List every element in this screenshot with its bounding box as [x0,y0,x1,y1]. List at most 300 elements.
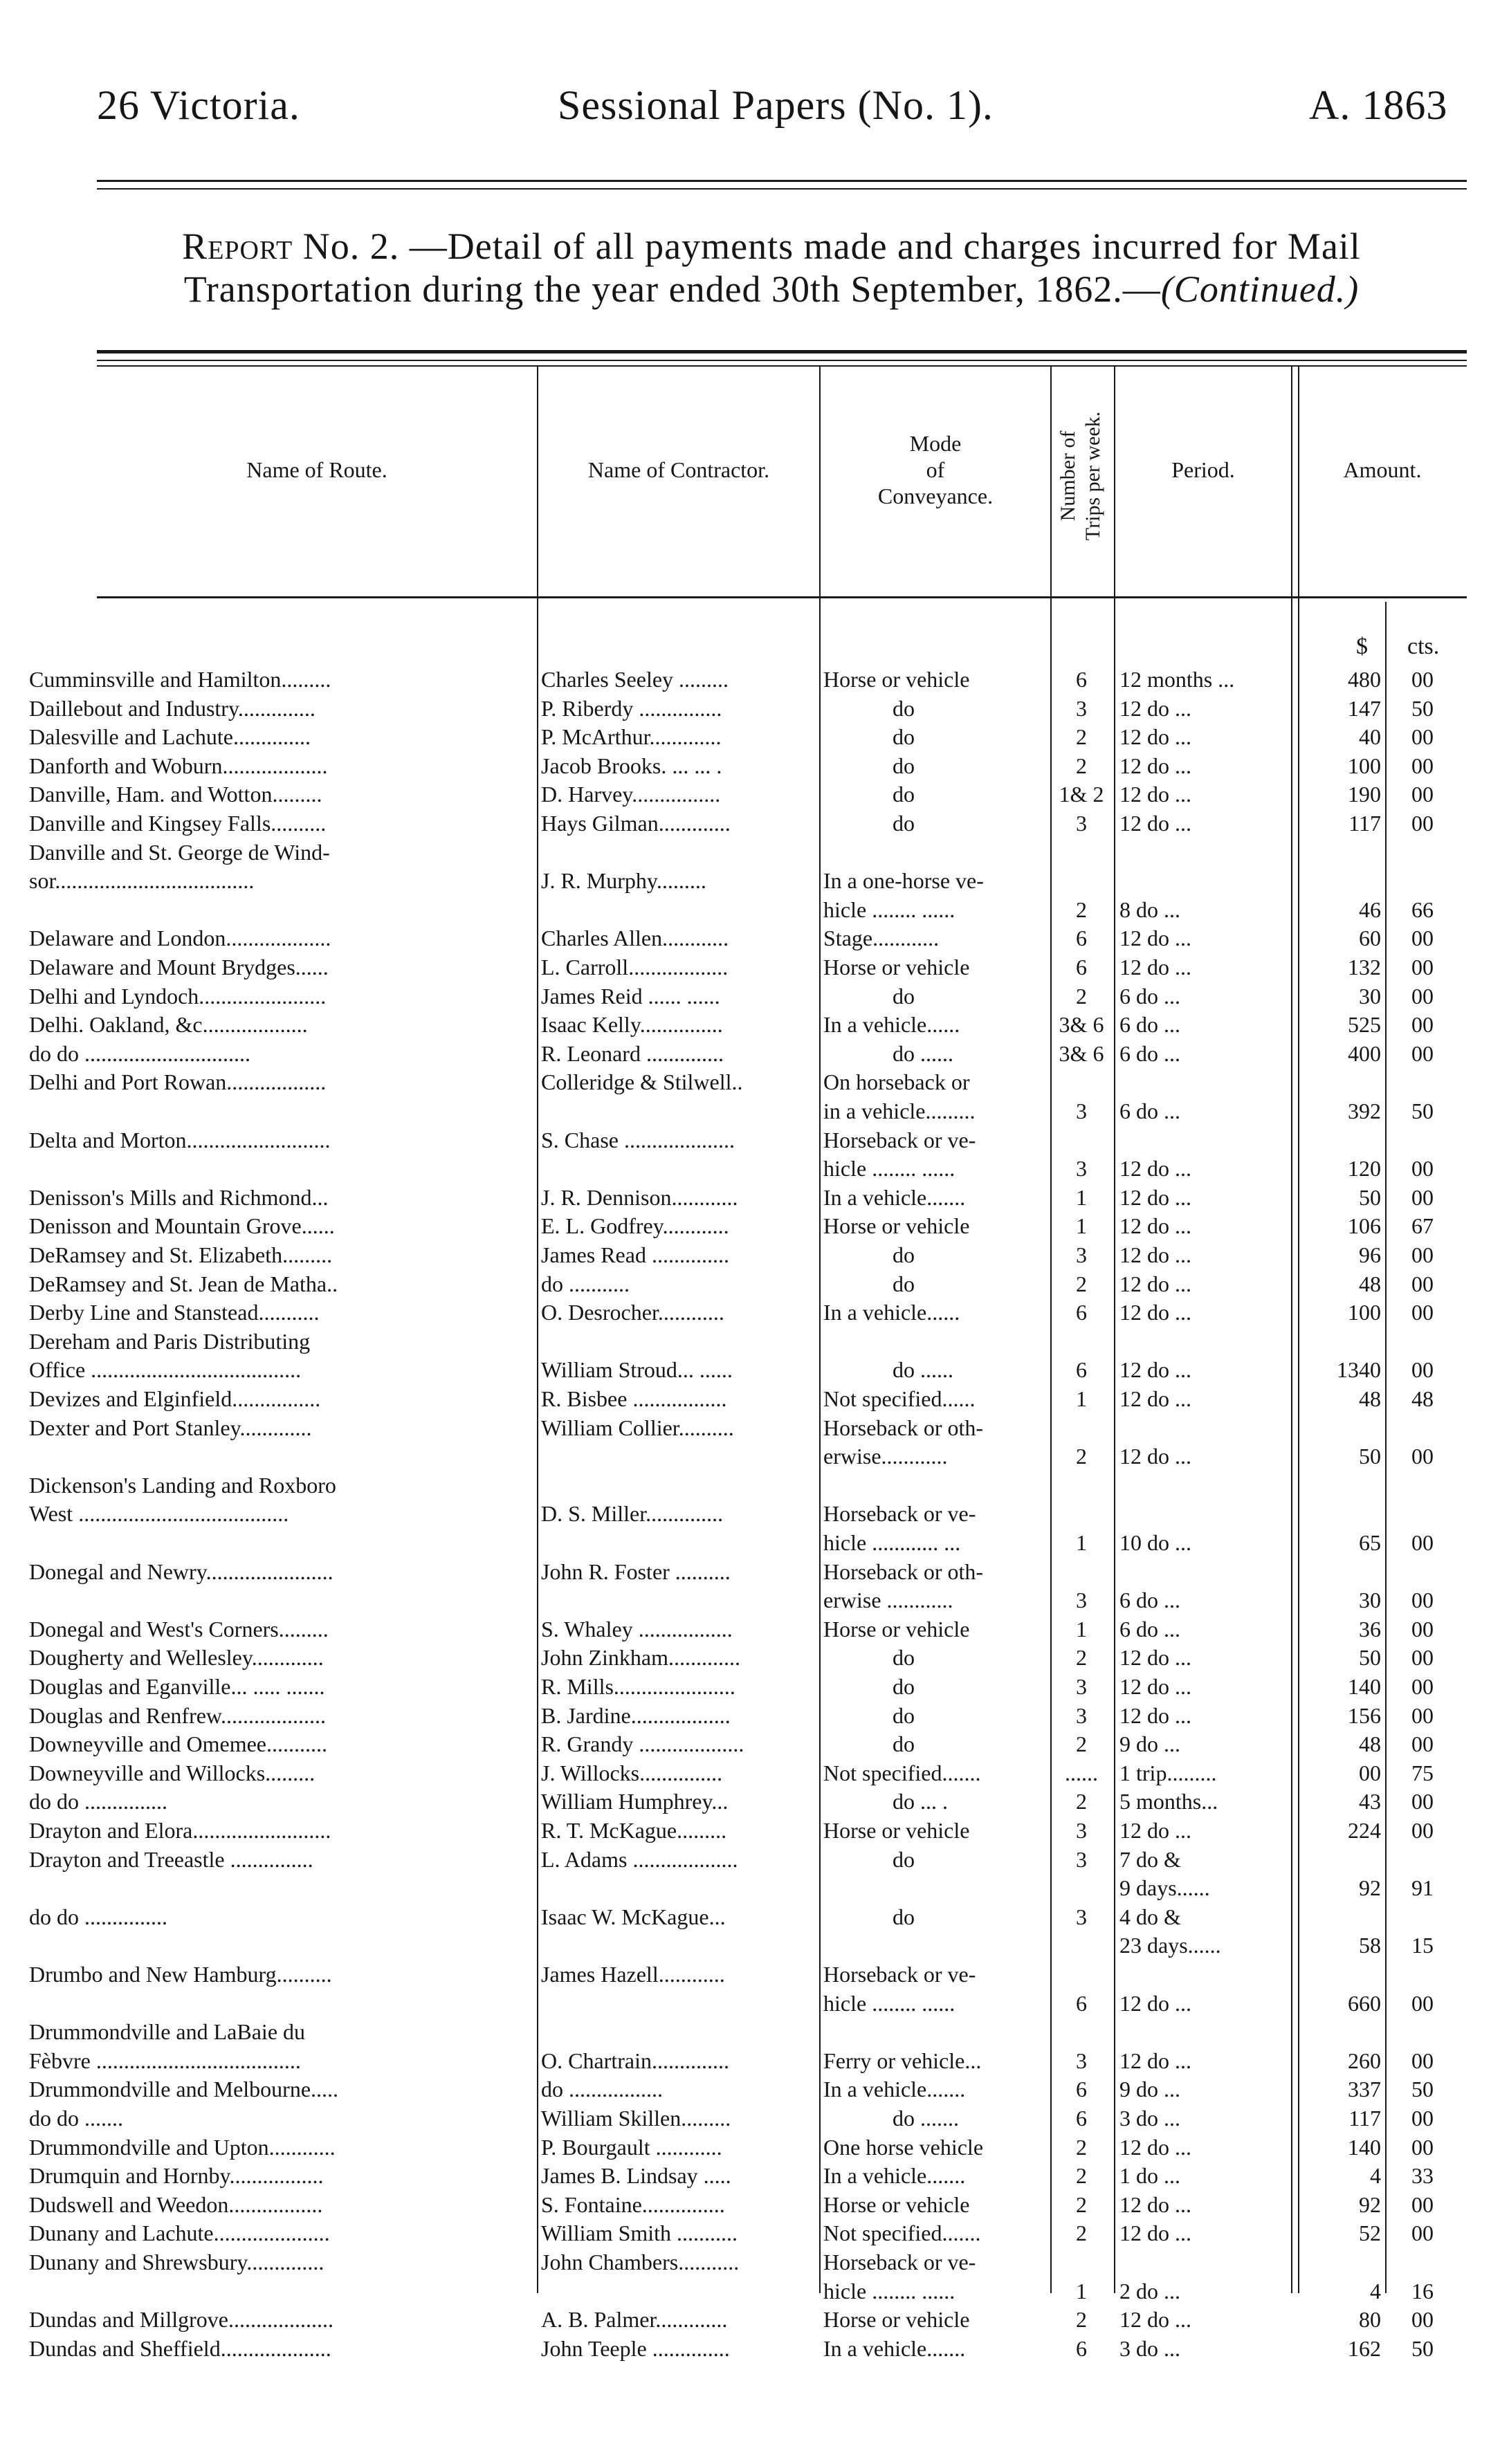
amount-dollars: 224 [1348,1818,1381,1843]
conveyance-mode: Horse or vehicle [823,955,970,980]
route-name: Dundas and Sheffield.................... [29,2336,331,2361]
trips-per-week: 1 [1076,2279,1087,2304]
conveyance-mode: erwise ............ [823,1588,953,1612]
contract-period: 9 do ... [1119,2077,1180,2102]
dollar-unit: $ [1356,634,1368,659]
contractor-name: J. Willocks............... [541,1760,723,1785]
amount-cents: 00 [1411,1300,1434,1325]
conveyance-mode: do [893,1271,915,1296]
conveyance-mode: Horse or vehicle [823,1818,970,1843]
route-name: Drumbo and New Hamburg.......... [29,1962,332,1987]
contract-period: 6 do ... [1119,984,1180,1009]
trips-per-week: 3 [1076,696,1087,721]
amount-cents: 00 [1411,667,1434,692]
contract-period: 12 do ... [1119,1703,1191,1728]
amount-cents: 00 [1411,1012,1434,1037]
conveyance-mode: Horseback or ve- [823,1128,976,1152]
amount-cents: 50 [1411,696,1434,721]
contractor-name: do ........... [541,1271,630,1296]
trips-per-week: 2 [1076,984,1087,1009]
contract-period: 12 do ... [1119,2307,1191,2332]
conveyance-mode: Horse or vehicle [823,1617,970,1642]
trips-per-week: 2 [1076,1731,1087,1756]
contractor-name: J. R. Dennison............ [541,1185,738,1210]
amount-cents: 00 [1411,2048,1434,2073]
conveyance-mode: hicle ........ ...... [823,1156,955,1181]
route-name: Delta and Morton.......................... [29,1128,331,1152]
contractor-name: P. McArthur............. [541,724,722,749]
amount-dollars: 50 [1359,1444,1381,1469]
route-name: DeRamsey and St. Elizabeth......... [29,1242,333,1267]
conveyance-mode: hicle ........ ...... [823,897,955,922]
amount-cents: 00 [1411,1530,1434,1555]
conveyance-mode: Not specified....... [823,1760,981,1785]
trips-per-week: 2 [1076,1271,1087,1296]
amount-cents: 00 [1411,1156,1434,1181]
contractor-name: P. Bourgault ............ [541,2135,722,2160]
route-name: Drummondville and Upton............ [29,2135,336,2160]
trips-per-week: 3 [1076,1904,1087,1929]
route-name: Dalesville and Lachute.............. [29,724,311,749]
route-name: Dougherty and Wellesley............. [29,1645,324,1670]
contract-period: 12 do ... [1119,1444,1191,1469]
amount-cents: 91 [1411,1875,1434,1900]
route-name: Cumminsville and Hamilton......... [29,667,331,692]
trips-per-week: 2 [1076,1444,1087,1469]
route-name: West ...................................... [29,1501,289,1526]
amount-cents: 00 [1411,782,1434,807]
amount-cents: 00 [1411,955,1434,980]
contract-period: 12 months ... [1119,667,1235,692]
trips-per-week: 1 [1076,1617,1087,1642]
conveyance-mode: do [893,1242,915,1267]
contractor-name: Colleridge & Stilwell.. [541,1069,743,1094]
contract-period: 12 do ... [1119,1818,1191,1843]
contract-period: 6 do ... [1119,1041,1180,1066]
conveyance-mode: Horse or vehicle [823,2192,970,2217]
report-label: Report [182,226,293,267]
route-name: Delhi. Oakland, &c................... [29,1012,308,1037]
amount-cents: 00 [1411,811,1434,836]
trips-per-week: 6 [1076,667,1087,692]
conveyance-mode: One horse vehicle [823,2135,984,2160]
route-name: Denisson and Mountain Grove...... [29,1213,335,1238]
trips-per-week: 1 [1076,1530,1087,1555]
trips-per-week: 6 [1076,2077,1087,2102]
contract-period: 12 do ... [1119,1991,1191,2016]
trips-per-week: 3& 6 [1059,1012,1104,1037]
amount-dollars: 40 [1359,724,1381,749]
amount-dollars: 156 [1348,1703,1381,1728]
contractor-name: Charles Allen............ [541,926,729,950]
contractor-name: Charles Seeley ......... [541,667,729,692]
running-title: Sessional Papers (No. 1). [558,82,994,128]
amount-cents: 16 [1411,2279,1434,2304]
amount-dollars: 00 [1359,1760,1381,1785]
trips-per-week: 6 [1076,1357,1087,1382]
route-name: Dereham and Paris Distributing [29,1329,311,1354]
amount-dollars: 4 [1370,2279,1381,2304]
contractor-name: P. Riberdy ............... [541,696,722,721]
amount-cents: 00 [1411,724,1434,749]
trips-per-week: 2 [1076,724,1087,749]
trips-per-week: 2 [1076,1789,1087,1814]
contractor-name: D. S. Miller.............. [541,1501,724,1526]
contract-period: 12 do ... [1119,1300,1191,1325]
amount-cents: 00 [1411,1041,1434,1066]
conveyance-mode: do [893,1703,915,1728]
amount-cents: 00 [1411,1789,1434,1814]
route-name: Dickenson's Landing and Roxboro [29,1473,336,1498]
contract-period: 6 do ... [1119,1098,1180,1123]
contractor-name: Isaac Kelly............... [541,1012,723,1037]
conveyance-mode: do ...... [893,1041,953,1066]
report-title-text-2: Transportation during the year ended 30th September, 1862.— [183,268,1161,310]
amount-dollars: 92 [1359,1875,1381,1900]
amount-cents: 50 [1411,1098,1434,1123]
route-name: Douglas and Renfrew................... [29,1703,326,1728]
amount-cents: 00 [1411,2307,1434,2332]
route-name: Downeyville and Willocks......... [29,1760,315,1785]
contract-period: 12 do ... [1119,1185,1191,1210]
contract-period: 12 do ... [1119,696,1191,721]
trips-per-week: 3 [1076,1674,1087,1699]
trips-per-week: 6 [1076,1300,1087,1325]
route-name: Devizes and Elginfield................ [29,1386,321,1411]
trips-per-week: 6 [1076,1991,1087,2016]
contractor-name: R. Leonard .............. [541,1041,724,1066]
amount-cents: 50 [1411,2336,1434,2361]
amount-cents: 00 [1411,1242,1434,1267]
contractor-name: S. Fontaine............... [541,2192,725,2217]
conveyance-mode: do [893,1731,915,1756]
amount-dollars: 1340 [1337,1357,1381,1382]
amount-cents: 00 [1411,1818,1434,1843]
contractor-name: B. Jardine.................. [541,1703,731,1728]
contractor-name: R. T. McKague......... [541,1818,727,1843]
conveyance-mode: erwise............ [823,1444,948,1469]
conveyance-mode: do [893,1645,915,1670]
amount-dollars: 43 [1359,1789,1381,1814]
amount-dollars: 392 [1348,1098,1381,1123]
running-year: A. 1863 [1309,82,1448,128]
route-name: sor.................................... [29,868,255,893]
contract-period: 12 do ... [1119,1271,1191,1296]
contractor-name: James Reid ...... ...... [541,984,720,1009]
conveyance-mode: In a one-horse ve- [823,868,984,893]
amount-dollars: 337 [1348,2077,1381,2102]
route-name: Office ...................................... [29,1357,302,1382]
trips-per-week: 1& 2 [1059,782,1104,807]
contract-period: 1 trip......... [1119,1760,1217,1785]
contractor-name: Hays Gilman............. [541,811,731,836]
cents-unit: cts. [1407,634,1440,659]
contract-period: 10 do ... [1119,1530,1191,1555]
contractor-name: J. R. Murphy......... [541,868,706,893]
trips-per-week: 2 [1076,2192,1087,2217]
amount-cents: 00 [1411,1645,1434,1670]
amount-dollars: 190 [1348,782,1381,807]
contract-period: 6 do ... [1119,1588,1180,1612]
amount-dollars: 36 [1359,1617,1381,1642]
trips-per-week: ...... [1065,1760,1098,1785]
route-name: Drayton and Elora......................... [29,1818,331,1843]
conveyance-mode: Horseback or oth- [823,1415,984,1440]
conveyance-mode: do [893,753,915,778]
column-header-mode: Mode of Conveyance. [877,431,994,508]
contract-period: 23 days...... [1119,1933,1221,1958]
amount-cents: 00 [1411,1731,1434,1756]
conveyance-mode: In a vehicle....... [823,2077,966,2102]
column-header-period: Period. [1171,457,1235,482]
contractor-name: do ................. [541,2077,663,2102]
contractor-name: William Stroud... ...... [541,1357,733,1382]
amount-cents: 00 [1411,1185,1434,1210]
route-name: Dunany and Lachute..................... [29,2221,330,2245]
amount-dollars: 140 [1348,1674,1381,1699]
trips-per-week: 3 [1076,2048,1087,2073]
amount-dollars: 100 [1348,1300,1381,1325]
contract-period: 12 do ... [1119,1213,1191,1238]
contractor-name: S. Whaley ................. [541,1617,733,1642]
amount-dollars: 52 [1359,2221,1381,2245]
amount-dollars: 58 [1359,1933,1381,1958]
amount-dollars: 48 [1359,1386,1381,1411]
route-name: DeRamsey and St. Jean de Matha.. [29,1271,338,1296]
amount-dollars: 117 [1348,2106,1381,2131]
contractor-name: O. Desrocher............ [541,1300,724,1325]
amount-cents: 48 [1411,1386,1434,1411]
contract-period: 12 do ... [1119,2048,1191,2073]
amount-cents: 00 [1411,1703,1434,1728]
conveyance-mode: In a vehicle...... [823,1300,960,1325]
continued-note: (Continued.) [1160,268,1360,310]
amount-dollars: 80 [1359,2307,1381,2332]
conveyance-mode: do [893,811,915,836]
amount-dollars: 106 [1348,1213,1381,1238]
route-name: Drummondville and Melbourne..... [29,2077,339,2102]
amount-cents: 00 [1411,1271,1434,1296]
trips-per-week: 2 [1076,2135,1087,2160]
amount-dollars: 140 [1348,2135,1381,2160]
conveyance-mode: Not specified....... [823,2221,981,2245]
route-name: Danforth and Woburn................... [29,753,328,778]
amount-dollars: 480 [1348,667,1381,692]
contract-period: 12 do ... [1119,955,1191,980]
trips-per-week: 1 [1076,1386,1087,1411]
amount-dollars: 65 [1359,1530,1381,1555]
conveyance-mode: do ... . [893,1789,948,1814]
amount-dollars: 162 [1348,2336,1381,2361]
conveyance-mode: Horse or vehicle [823,1213,970,1238]
route-name: Douglas and Eganville... ..... ....... [29,1674,325,1699]
amount-cents: 75 [1411,1760,1434,1785]
amount-dollars: 50 [1359,1645,1381,1670]
contract-period: 6 do ... [1119,1617,1180,1642]
route-name: do do ............... [29,1904,167,1929]
amount-dollars: 30 [1359,1588,1381,1612]
contract-period: 7 do & [1119,1847,1181,1872]
route-name: Daillebout and Industry.............. [29,696,315,721]
amount-cents: 00 [1411,2135,1434,2160]
contract-period: 12 do ... [1119,1242,1191,1267]
route-name: Danville and St. George de Wind- [29,840,330,865]
trips-per-week: 3 [1076,1588,1087,1612]
trips-per-week: 2 [1076,753,1087,778]
route-name: Danville, Ham. and Wotton......... [29,782,322,807]
conveyance-mode: do [893,782,915,807]
contract-period: 9 days...... [1119,1875,1210,1900]
trips-per-week: 6 [1076,955,1087,980]
amount-dollars: 96 [1359,1242,1381,1267]
contractor-name: A. B. Palmer............. [541,2307,728,2332]
contractor-name: James Hazell............ [541,1962,725,1987]
amount-cents: 00 [1411,2192,1434,2217]
amount-cents: 00 [1411,1617,1434,1642]
contract-period: 4 do & [1119,1904,1181,1929]
contractor-name: D. Harvey................ [541,782,721,807]
contract-period: 12 do ... [1119,1156,1191,1181]
route-name: Delaware and Mount Brydges...... [29,955,329,980]
route-name: do do ............... [29,1789,167,1814]
amount-cents: 00 [1411,753,1434,778]
trips-per-week: 2 [1076,2221,1087,2245]
contract-period: 12 do ... [1119,1645,1191,1670]
column-header-amount: Amount. [1343,457,1422,482]
amount-dollars: 660 [1348,1991,1381,2016]
route-name: Downeyville and Omemee........... [29,1731,327,1756]
contract-period: 12 do ... [1119,926,1191,950]
contractor-name: John Teeple .............. [541,2336,730,2361]
amount-cents: 00 [1411,2221,1434,2245]
amount-dollars: 48 [1359,1271,1381,1296]
contract-period: 12 do ... [1119,2221,1191,2245]
column-header-route: Name of Route. [246,457,387,482]
route-name: Drumquin and Hornby................. [29,2163,324,2188]
amount-cents: 00 [1411,984,1434,1009]
conveyance-mode: in a vehicle......... [823,1098,976,1123]
conveyance-mode: do [893,984,915,1009]
contractor-name: James Read .............. [541,1242,729,1267]
trips-per-week: 3 [1076,1156,1087,1181]
route-name: do do .............................. [29,1041,250,1066]
column-header-trips: Number of Trips per week. [1056,411,1104,541]
contractor-name: R. Mills...................... [541,1674,735,1699]
amount-cents: 67 [1411,1213,1434,1238]
contract-period: 12 do ... [1119,1674,1191,1699]
amount-cents: 00 [1411,2106,1434,2131]
contract-period: 3 do ... [1119,2336,1180,2361]
amount-dollars: 60 [1359,926,1381,950]
route-name: do do ....... [29,2106,123,2131]
contract-period: 1 do ... [1119,2163,1180,2188]
contractor-name: John Zinkham............. [541,1645,740,1670]
conveyance-mode: do ...... [893,1357,953,1382]
trips-per-week: 1 [1076,1185,1087,1210]
conveyance-mode: hicle ........ ...... [823,1991,955,2016]
trips-per-week: 3 [1076,1818,1087,1843]
amount-dollars: 120 [1348,1156,1381,1181]
conveyance-mode: Horseback or oth- [823,1559,984,1584]
conveyance-mode: In a vehicle...... [823,1012,960,1037]
contract-period: 12 do ... [1119,724,1191,749]
trips-per-week: 2 [1076,1645,1087,1670]
contractor-name: R. Bisbee ................. [541,1386,727,1411]
conveyance-mode: do [893,696,915,721]
conveyance-mode: In a vehicle....... [823,1185,966,1210]
contract-period: 12 do ... [1119,2192,1191,2217]
trips-per-week: 3& 6 [1059,1041,1104,1066]
conveyance-mode: do [893,1674,915,1699]
trips-per-week: 2 [1076,2163,1087,2188]
route-name: Donegal and Newry....................... [29,1559,333,1584]
conveyance-mode: Not specified...... [823,1386,976,1411]
route-name: Dudswell and Weedon................. [29,2192,323,2217]
trips-per-week: 3 [1076,1098,1087,1123]
route-name: Donegal and West's Corners......... [29,1617,329,1642]
conveyance-mode: do [893,724,915,749]
conveyance-mode: In a vehicle....... [823,2336,966,2361]
contractor-name: William Smith ........... [541,2221,738,2245]
amount-dollars: 48 [1359,1731,1381,1756]
contractor-name: John Chambers........... [541,2250,740,2274]
contract-period: 3 do ... [1119,2106,1180,2131]
amount-dollars: 46 [1359,897,1381,922]
contract-period: 12 do ... [1119,811,1191,836]
contractor-name: William Humphrey... [541,1789,729,1814]
contract-period: 5 months... [1119,1789,1218,1814]
route-name: Delhi and Port Rowan.................. [29,1069,327,1094]
amount-dollars: 100 [1348,753,1381,778]
contractor-name: John R. Foster .......... [541,1559,731,1584]
trips-per-week: 1 [1076,1213,1087,1238]
amount-dollars: 92 [1359,2192,1381,2217]
amount-dollars: 260 [1348,2048,1381,2073]
contract-period: 12 do ... [1119,753,1191,778]
amount-cents: 33 [1411,2163,1434,2188]
contractor-name: S. Chase .................... [541,1128,735,1152]
amount-dollars: 525 [1348,1012,1381,1037]
conveyance-mode: Horseback or ve- [823,2250,976,2274]
trips-per-week: 3 [1076,1242,1087,1267]
amount-cents: 00 [1411,1444,1434,1469]
amount-cents: 00 [1411,1588,1434,1612]
amount-dollars: 117 [1348,811,1381,836]
amount-dollars: 132 [1348,955,1381,980]
conveyance-mode: hicle ............ ... [823,1530,961,1555]
contractor-name: L. Adams ................... [541,1847,738,1872]
route-name: Dexter and Port Stanley............. [29,1415,312,1440]
conveyance-mode: On horseback or [823,1069,970,1094]
conveyance-mode: Ferry or vehicle... [823,2048,982,2073]
amount-cents: 00 [1411,1674,1434,1699]
route-name: Danville and Kingsey Falls.......... [29,811,327,836]
amount-cents: 00 [1411,1357,1434,1382]
amount-cents: 00 [1411,926,1434,950]
amount-dollars: 50 [1359,1185,1381,1210]
amount-dollars: 30 [1359,984,1381,1009]
contract-period: 12 do ... [1119,1386,1191,1411]
amount-cents: 00 [1411,1991,1434,2016]
contract-period: 9 do ... [1119,1731,1180,1756]
trips-per-week: 3 [1076,1847,1087,1872]
contract-period: 6 do ... [1119,1012,1180,1037]
report-title-text-1: No. 2. —Detail of all payments made and charges incurred for Mail [302,226,1361,267]
conveyance-mode: Horseback or ve- [823,1962,976,1987]
trips-per-week: 3 [1076,1703,1087,1728]
contract-period: 8 do ... [1119,897,1180,922]
conveyance-mode: do [893,1904,915,1929]
